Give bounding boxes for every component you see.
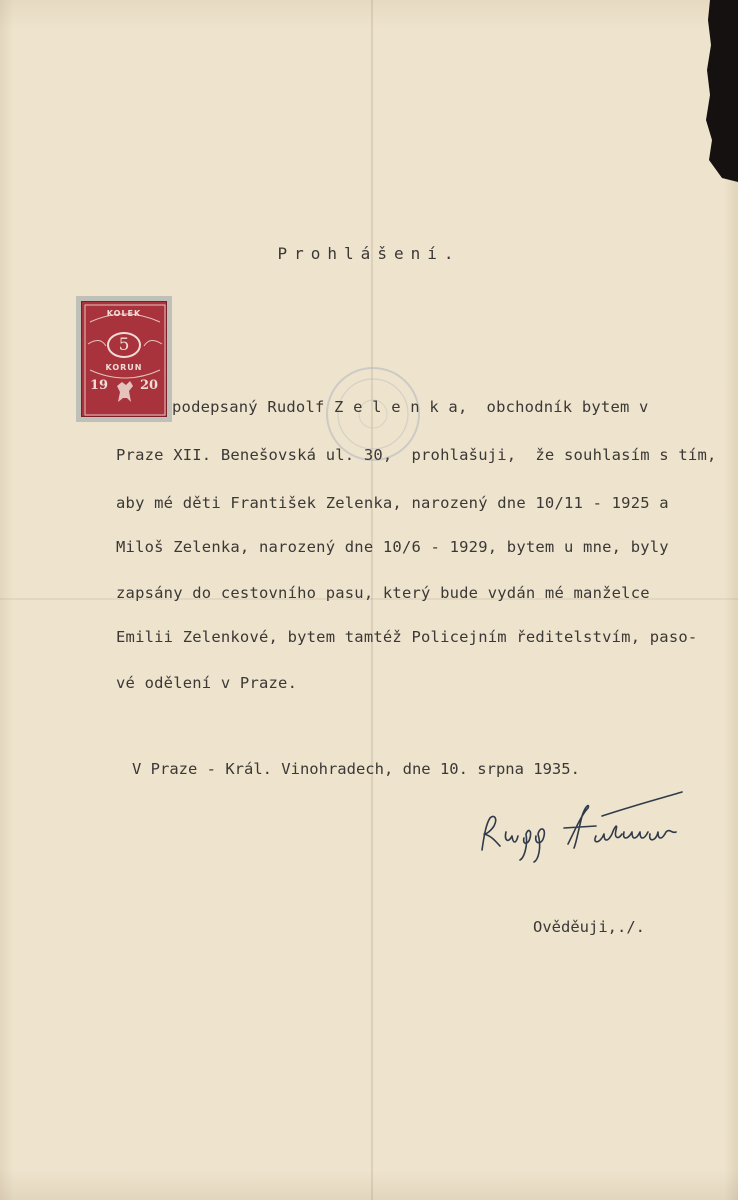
revenue-stamp	[76, 296, 172, 422]
signature-icon	[472, 788, 712, 868]
body-line-2: Praze XII. Benešovská ul. 30, prohlašuji, že souhlasím s tím,	[116, 446, 717, 464]
body-line-1: podepsaný Rudolf Z e l e n k a, obchodník bytem v	[172, 398, 649, 416]
stamp-denomination: 5	[107, 332, 141, 358]
certification-note: Ověděuji,./.	[533, 918, 645, 936]
stamp-top-word: KOLEK	[106, 309, 142, 318]
body-line-7: vé odělení v Praze.	[116, 674, 298, 692]
document-title: Prohlášení.	[277, 244, 461, 263]
body-line-3: aby mé děti František Zelenka, narozený dne 10/11 - 1925 a	[116, 494, 669, 512]
place-and-date: V Praze - Král. Vinohradech, dne 10. srpna 1935.	[132, 760, 580, 778]
stamp-lower-word: KORUN	[105, 363, 143, 372]
stamp-year-right: 20	[140, 378, 159, 393]
stamp-year-left: 19	[90, 378, 109, 393]
torn-edge-icon	[698, 0, 738, 230]
lion-emblem-icon	[114, 376, 136, 406]
body-line-6: Emilii Zelenkové, bytem tamtéž Policejním ředitelstvím, paso-	[116, 628, 698, 646]
body-line-5: zapsány do cestovního pasu, který bude vydán mé manželce	[116, 584, 650, 602]
body-line-4: Miloš Zelenka, narozený dne 10/6 - 1929, bytem u mne, byly	[116, 538, 669, 556]
